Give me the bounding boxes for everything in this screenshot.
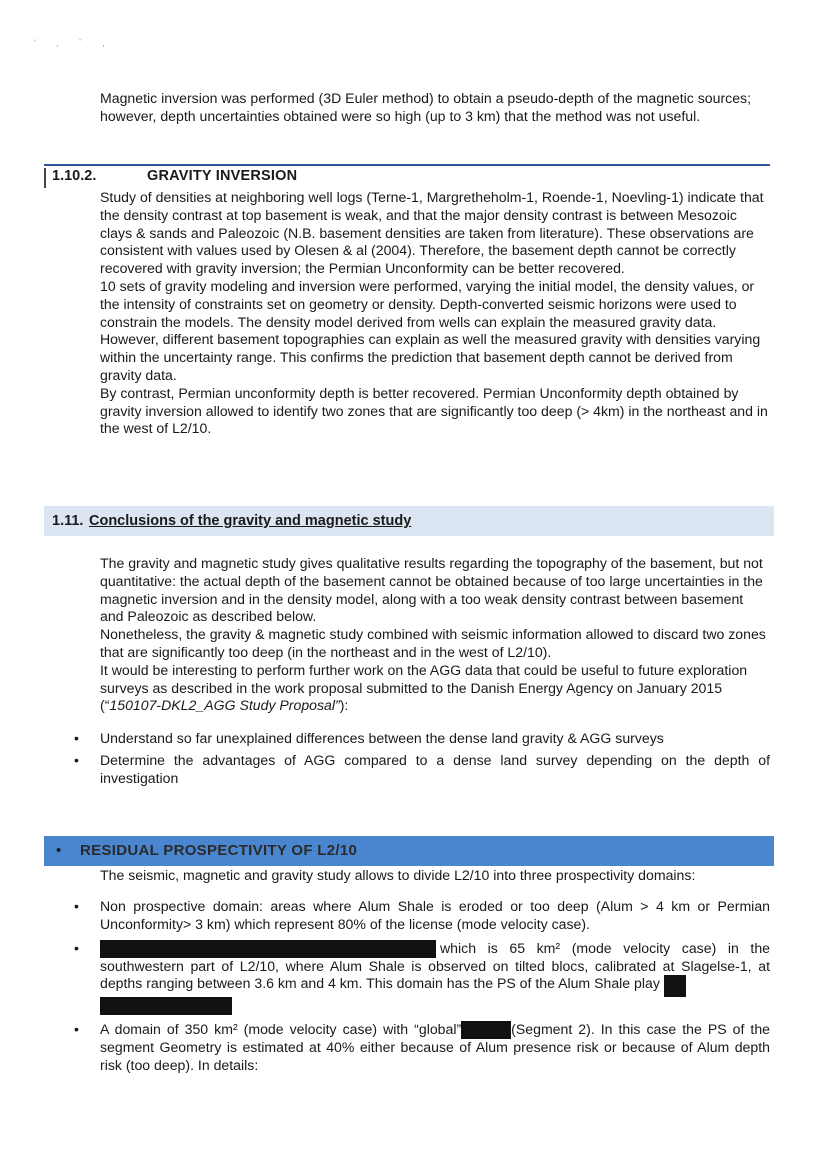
proposal-reference: 150107-DKL2_AGG Study Proposal” <box>109 697 340 714</box>
conclusions-bullet-list <box>74 730 770 787</box>
redaction-block <box>100 997 232 1015</box>
list-item: • Non prospective domain: areas where Alum Shale is eroded or too deep (Alum > 4 km or Permian Unconformity> 3 km) which represent 80% of the license (mode velocity case). <box>74 898 770 932</box>
heading-residual-prospectivity <box>44 836 774 866</box>
redaction-block <box>664 975 686 997</box>
heading-conclusions <box>44 506 774 536</box>
bullet-marker: • <box>74 1021 79 1038</box>
list-item: • which is 65 km² (mode velocity case) in the southwestern part of L2/10, where Alum Shale is observed on tilted blocs, calibrated at Slagelse-1, at depths ranging between 3.6 km and 4 km. This domain has the PS of the Alum Shale play <box>100 940 770 1016</box>
scan-specks: ' ‚ ` , <box>34 38 114 48</box>
conclusions-body <box>100 555 770 715</box>
bullet-marker: • <box>74 898 79 914</box>
list-item: • A domain of 350 km² (mode velocity case) with “global” (Segment 2). In this case the PS of the segment Geometry is estimated at 40% either because of Alum presence risk or because of Alum depth risk (too deep). In details: <box>74 1021 771 1074</box>
conclusions-paragraph-2: Nonetheless, the gravity & magnetic study combined with seismic information allowed to discard two zones that are significantly too deep (in the northeast and in the west of L2/10). <box>100 626 766 660</box>
redaction-block <box>461 1021 511 1039</box>
conclusions-paragraph-3: It would be interesting to perform further work on the AGG data that could be useful to future exploration surveys as described in the work proposal submitted to the Danish Energy Agency on January 2015 (“150107-DKL2_AGG Study Proposal”): <box>100 661 748 714</box>
section-number: 1.11. <box>52 513 84 529</box>
section-title: Conclusions of the gravity and magnetic study <box>89 513 412 529</box>
redaction-block <box>100 940 436 958</box>
gravity-paragraph-2: 10 sets of gravity modeling and inversion were performed, varying the initial model, the density values, or the intensity of constraints set on geometry or density. Depth-converted seismic horizons were used to constrain the models. The density model derived from wells can explain the measured gravity data. However, different basement topographies can explain as well the measured gravity with densities varying within the uncertainty range. This confirms the prediction that basement depth cannot be derived from gravity data. <box>100 277 761 383</box>
bullet-marker: • <box>74 730 79 746</box>
heading-bullet: • <box>56 842 62 859</box>
list-item: • Understand so far unexplained differences between the dense land gravity & AGG surveys <box>74 730 664 746</box>
bullet-marker: • <box>74 939 79 956</box>
list-item: • Determine the advantages of AGG compared to a dense land survey depending on the depth of investigation <box>74 751 770 786</box>
heading-rule <box>44 164 770 166</box>
section-title: RESIDUAL PROSPECTIVITY OF L2/10 <box>80 842 358 859</box>
bullet-marker: • <box>74 751 79 768</box>
heading-gravity-inversion <box>44 164 770 188</box>
intro-paragraph: Magnetic inversion was performed (3D Euler method) to obtain a pseudo-depth of the magnetic sources; however, depth uncertainties obtained were so high (up to 3 km) that the method was not useful. <box>100 90 752 124</box>
residual-bullet-list <box>74 898 771 1075</box>
residual-intro: The seismic, magnetic and gravity study allows to divide L2/10 into three prospectivity domains: <box>100 867 696 883</box>
conclusions-paragraph-1: The gravity and magnetic study gives qualitative results regarding the topography of the basement, but not quantitative: the actual depth of the basement cannot be obtained because of too large uncertainties in the magnetic inversion and in the density model, along with a too weak density contrast between basement and Paleozoic as described below. <box>100 555 763 625</box>
gravity-paragraph-3: By contrast, Permian unconformity depth is better recovered. Permian Unconformity depth obtained by gravity inversion allowed to identify two zones that are significantly too deep (> 4km) in the northeast and in the west of L2/10. <box>100 384 768 437</box>
gravity-body <box>100 189 770 438</box>
gravity-paragraph-1: Study of densities at neighboring well logs (Terne-1, Margretheholm-1, Roende-1, Noevling-1) indicate that the density contrast at top basement is weak, and that the major density contrast is between Mesozoic clays & sands and Paleozoic (N.B. basement densities are taken from literature). These observations are consistent with values used by Olesen & al (2004). Therefore, the basement depth cannot be correctly recovered with gravity inversion; the Permian Unconformity can be better recovered. <box>100 189 764 277</box>
section-number: 1.10.2. <box>52 168 97 184</box>
section-title: GRAVITY INVERSION <box>147 168 298 184</box>
heading-left-rule <box>44 168 46 188</box>
